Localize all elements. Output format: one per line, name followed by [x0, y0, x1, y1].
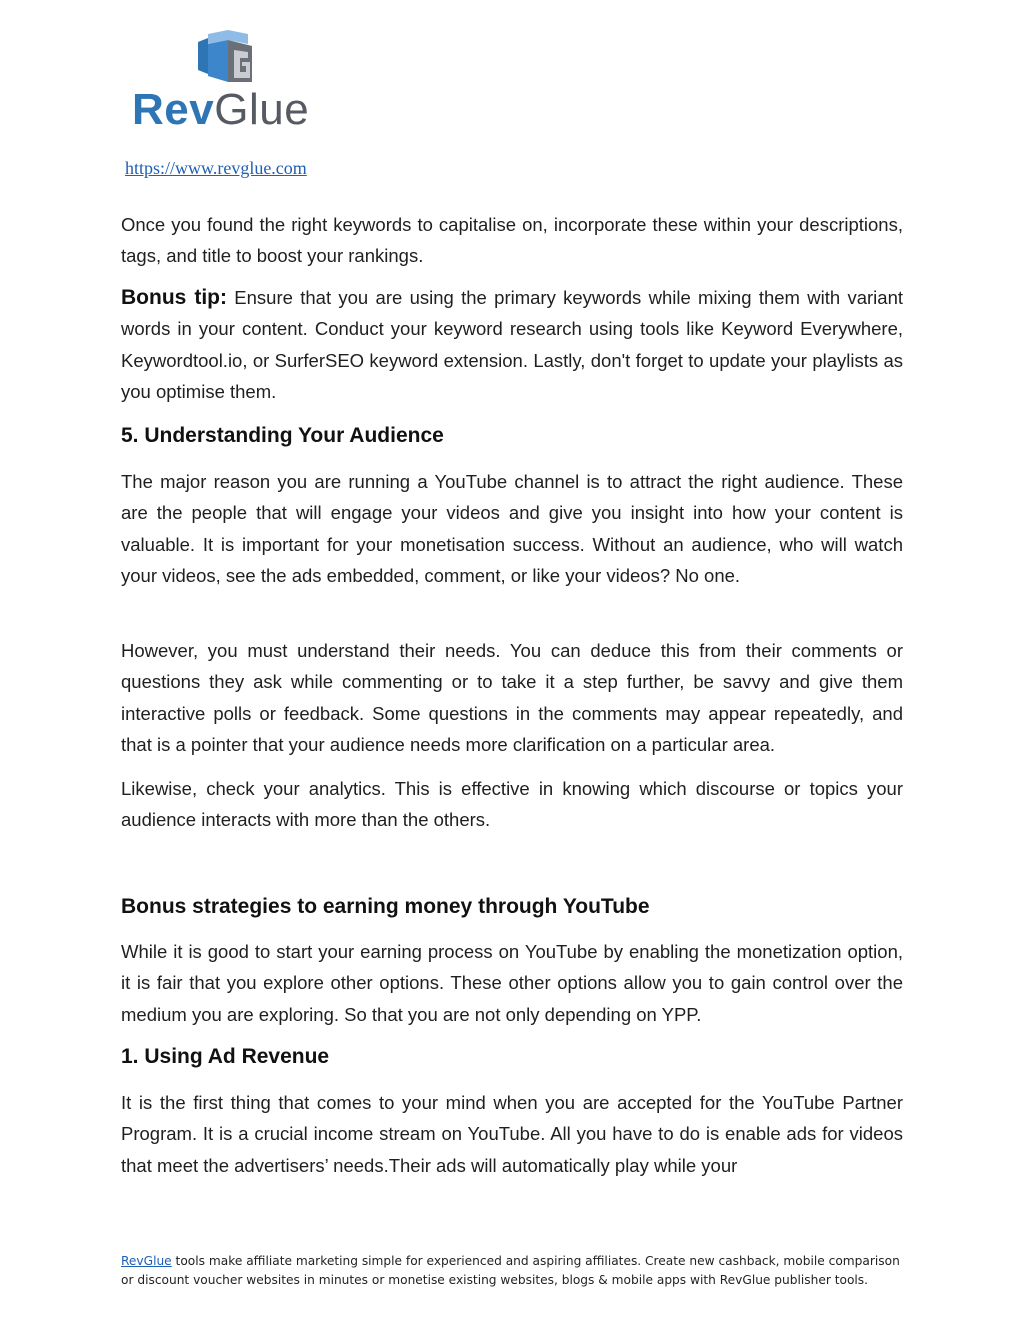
logo-wordmark — [132, 85, 310, 134]
audience-paragraph-2: However, you must understand their needs. You can deduce this from their comments or questions they ask while commenting or to take it a step further, be savvy and give them interactive polls or feedback. Some questions in the comments may appear repeatedly, and that is a pointer that your audience needs more clarification on a particular area. — [121, 640, 903, 756]
logo-glue: Glue — [214, 85, 310, 134]
bonus-tip-block — [121, 282, 903, 408]
intro-paragraph-block — [121, 209, 903, 272]
logo-rev: Rev — [132, 85, 215, 134]
ad-revenue-paragraph: It is the first thing that comes to your mind when you are accepted for the YouTube Partner Program. It is a crucial income stream on YouTube. All you have to do is enable ads for videos that meet the advertisers’ needs.Their ads will automatically play while your — [121, 1092, 903, 1176]
audience-p3-block — [121, 773, 903, 836]
bonus-tip-paragraph — [121, 282, 903, 408]
footer-text: tools make affiliate marketing simple for experienced and aspiring affiliates. Create new cashback, mobile comparison or discount voucher websites in minutes or monetise existing websites, blogs & mobile apps with RevGlue publisher tools. — [121, 1254, 900, 1287]
ad-revenue-p1-block — [121, 1087, 903, 1181]
audience-heading-block — [121, 423, 903, 449]
revglue-g-cube-icon — [194, 30, 260, 86]
ad-revenue-heading-block — [121, 1044, 903, 1070]
revglue-logo — [132, 30, 322, 134]
bonus-strategies-heading: Bonus strategies to earning money through YouTube — [121, 895, 650, 918]
ad-revenue-heading: 1. Using Ad Revenue — [121, 1045, 330, 1068]
bonus-tip-label: Bonus tip: — [121, 286, 227, 309]
audience-p2-block — [121, 635, 903, 761]
bonus-paragraph: While it is good to start your earning process on YouTube by enabling the monetization option, it is fair that you explore other options. These other options allow you to gain control over the medium you are exploring. So that you are not only depending on YPP. — [121, 941, 903, 1025]
page-footer — [121, 1252, 911, 1290]
audience-paragraph-1: The major reason you are running a YouTube channel is to attract the right audience. These are the people that will engage your videos and give you insight into how your content is valuable. It is important for your monetisation success. Without an audience, who will watch your videos, see the ads embedded, comment, or like your videos? No one. — [121, 471, 903, 587]
bonus-p1-block — [121, 936, 903, 1030]
bonus-tip-text: Ensure that you are using the primary keywords while mixing them with variant words in your content. Conduct your keyword research using tools like Keyword Everywhere, Keywordtool.io, or SurferSEO keyword extension. Lastly, don't forget to update your playlists as you optimise them. — [121, 287, 903, 403]
audience-p1-block — [121, 466, 903, 592]
intro-paragraph: Once you found the right keywords to capitalise on, incorporate these within your descriptions, tags, and title to boost your rankings. — [121, 214, 903, 267]
footer-revglue-link[interactable]: RevGlue — [121, 1254, 172, 1268]
site-url-link[interactable]: https://www.revglue.com — [125, 158, 307, 178]
audience-paragraph-3: Likewise, check your analytics. This is effective in knowing which discourse or topics your audience interacts with more than the others. — [121, 778, 903, 831]
bonus-heading-block — [121, 894, 903, 920]
audience-heading: 5. Understanding Your Audience — [121, 424, 444, 447]
